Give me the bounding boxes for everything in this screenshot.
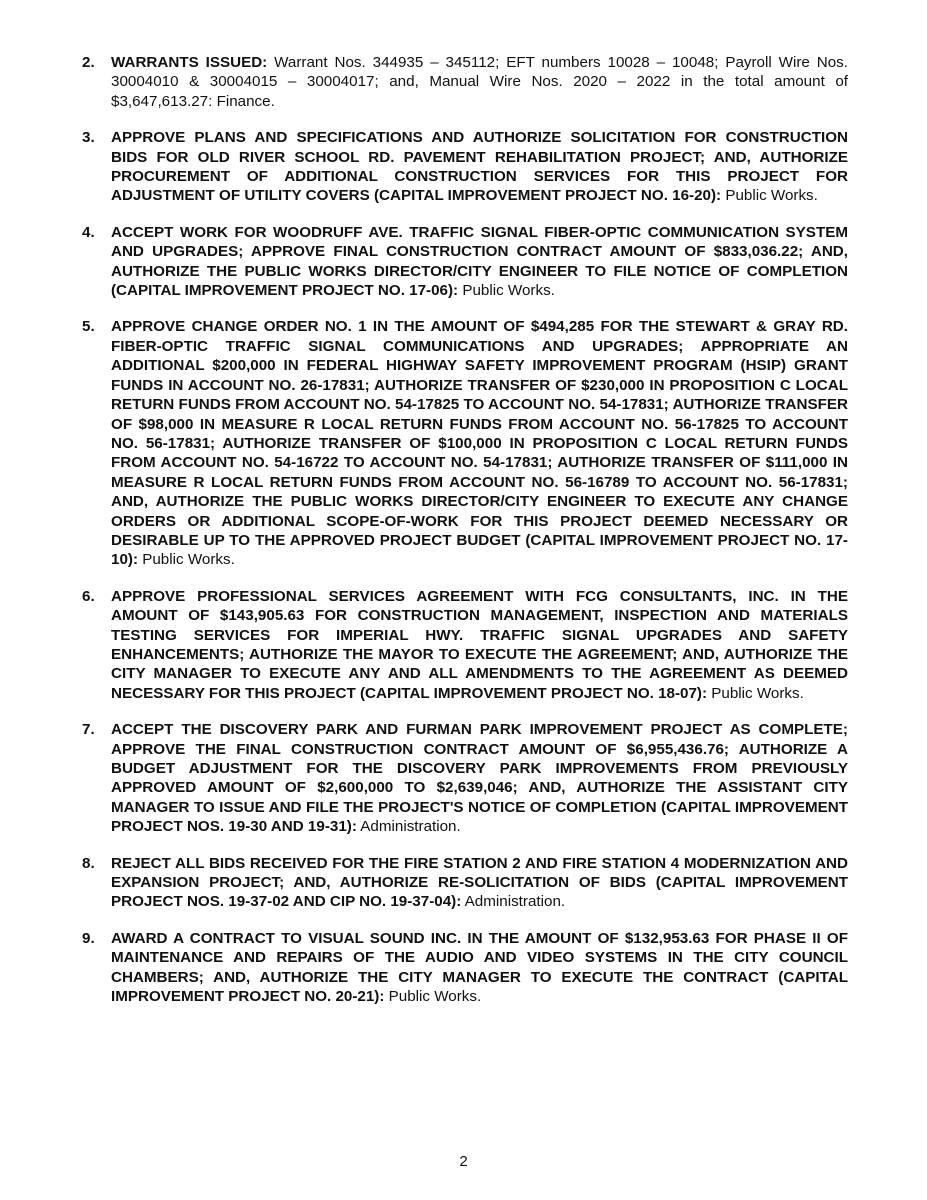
agenda-item	[82, 53, 848, 111]
item-number: 5.	[82, 318, 95, 336]
item-heading: APPROVE PLANS AND SPECIFICATIONS AND AUTHORIZE SOLICITATION FOR CONSTRUCTION BIDS FOR OLD RIVER SCHOOL RD. PAVEMENT REHABILITATION PROJECT; AND, AUTHORIZE PROCUREMENT OF ADDITIONAL CONSTRUCTION SERVICES FOR THIS PROJECT FOR ADJUSTMENT OF UTILITY COVERS (CAPITAL IMPROVEMENT PROJECT NO. 16-20):	[111, 129, 848, 205]
item-department: Administration.	[356, 818, 461, 836]
item-body: Warrant Nos. 344935 – 345112; EFT numbers 10028 – 10048; Payroll Wire Nos. 30004010 & 30004015 – 30004017; and, Manual Wire Nos. 2020 – 2022 in the total amount of $3,647,613.27: Finance.	[111, 54, 848, 110]
item-number: 4.	[82, 223, 95, 241]
item-text	[111, 317, 848, 569]
agenda-item	[82, 929, 848, 1007]
item-department: Public Works.	[707, 684, 804, 702]
item-heading: WARRANTS ISSUED:	[111, 54, 268, 71]
agenda-item	[82, 128, 848, 206]
page-number: 2	[459, 1153, 468, 1170]
item-number: 8.	[82, 854, 95, 872]
item-text	[111, 223, 848, 301]
item-department: Public Works.	[138, 551, 235, 569]
agenda-item	[82, 720, 848, 836]
item-number: 6.	[82, 587, 95, 605]
item-number: 3.	[82, 129, 95, 147]
item-department: Public Works.	[458, 282, 555, 300]
item-text	[111, 587, 848, 703]
item-heading: ACCEPT WORK FOR WOODRUFF AVE. TRAFFIC SIGNAL FIBER-OPTIC COMMUNICATION SYSTEM AND UPGRADES; APPROVE FINAL CONSTRUCTION CONTRACT AMOUNT OF $833,036.22; AND, AUTHORIZE THE PUBLIC WORKS DIRECTOR/CITY ENGINEER TO FILE NOTICE OF COMPLETION (CAPITAL IMPROVEMENT PROJECT NO. 17-06):	[111, 223, 848, 300]
item-text	[111, 128, 848, 206]
agenda-item	[82, 317, 848, 569]
item-text	[111, 854, 848, 912]
agenda-item	[82, 587, 848, 703]
agenda-items-list	[82, 53, 848, 1023]
item-number: 9.	[82, 929, 95, 947]
item-heading: AWARD A CONTRACT TO VISUAL SOUND INC. IN THE AMOUNT OF $132,953.63 FOR PHASE II OF MAINTENANCE AND REPAIRS OF THE AUDIO AND VIDEO SYSTEMS IN THE CITY COUNCIL CHAMBERS; AND, AUTHORIZE THE CITY MANAGER TO EXECUTE THE CONTRACT (CAPITAL IMPROVEMENT PROJECT NO. 20-21):	[111, 929, 848, 1006]
item-department: Public Works.	[384, 988, 482, 1006]
item-department: Administration.	[461, 893, 566, 911]
item-heading: REJECT ALL BIDS RECEIVED FOR THE FIRE STATION 2 AND FIRE STATION 4 MODERNIZATION AND EXPANSION PROJECT; AND, AUTHORIZE RE-SOLICITATION OF BIDS (CAPITAL IMPROVEMENT PROJECT NOS. 19-37-02 AND CIP NO. 19-37-04):	[111, 854, 848, 911]
item-department: Public Works.	[721, 187, 818, 205]
item-number: 7.	[82, 721, 95, 739]
agenda-item	[82, 223, 848, 301]
item-number: 2.	[82, 54, 95, 71]
item-heading: APPROVE CHANGE ORDER NO. 1 IN THE AMOUNT OF $494,285 FOR THE STEWART & GRAY RD. FIBER-OPTIC TRAFFIC SIGNAL COMMUNICATIONS AND UPGRADES; APPROPRIATE AN ADDITIONAL $200,000 IN FEDERAL HIGHWAY SAFETY IMPROVEMENT PROGRAM (HSIP) GRANT FUNDS IN ACCOUNT NO. 26-17831; AUTHORIZE TRANSFER OF $230,000 IN PROPOSITION C LOCAL RETURN FUNDS FROM ACCOUNT NO. 54-17825 TO ACCOUNT NO. 54-17831; AUTHORIZE TRANSFER OF $98,000 IN MEASURE R LOCAL RETURN FUNDS FROM ACCOUNT NO. 56-17825 TO ACCOUNT NO. 56-17831; AUTHORIZE TRANSFER OF $100,000 IN PROPOSITION C LOCAL RETURN FUNDS FROM ACCOUNT NO. 54-16722 TO ACCOUNT NO. 54-17831; AUTHORIZE TRANSFER OF $111,000 IN MEASURE R LOCAL RETURN FUNDS FROM ACCOUNT NO. 56-16789 TO ACCOUNT NO. 56-17831; AND, AUTHORIZE THE PUBLIC WORKS DIRECTOR/CITY ENGINEER TO EXECUTE ANY CHANGE ORDERS OR ADDITIONAL SCOPE-OF-WORK FOR THIS PROJECT DEEMED NECESSARY OR DESIRABLE UP TO THE APPROVED PROJECT BUDGET (CAPITAL IMPROVEMENT PROJECT NO. 17-10):	[111, 318, 848, 569]
item-text	[111, 720, 848, 836]
agenda-item	[82, 854, 848, 912]
item-heading: APPROVE PROFESSIONAL SERVICES AGREEMENT WITH FCG CONSULTANTS, INC. IN THE AMOUNT OF $143,905.63 FOR CONSTRUCTION MANAGEMENT, INSPECTION AND MATERIALS TESTING SERVICES FOR IMPERIAL HWY. TRAFFIC SIGNAL UPGRADES AND SAFETY ENHANCEMENTS; AUTHORIZE THE MAYOR TO EXECUTE THE AGREEMENT; AND, AUTHORIZE THE CITY MANAGER TO EXECUTE ANY AND ALL AMENDMENTS TO THE AGREEMENT AS DEEMED NECESSARY FOR THIS PROJECT (CAPITAL IMPROVEMENT PROJECT NO. 18-07):	[111, 587, 848, 702]
item-heading: ACCEPT THE DISCOVERY PARK AND FURMAN PARK IMPROVEMENT PROJECT AS COMPLETE; APPROVE THE FINAL CONSTRUCTION CONTRACT AMOUNT OF $6,955,436.76; AUTHORIZE A BUDGET ADJUSTMENT FOR THE DISCOVERY PARK IMPROVEMENTS FROM PREVIOUSLY APPROVED AMOUNT OF $2,600,000 TO $2,639,046; AND, AUTHORIZE THE ASSISTANT CITY MANAGER TO ISSUE AND FILE THE PROJECT'S NOTICE OF COMPLETION (CAPITAL IMPROVEMENT PROJECT NOS. 19-30 AND 19-31):	[111, 721, 848, 836]
item-text	[111, 53, 848, 111]
item-text	[111, 929, 848, 1007]
